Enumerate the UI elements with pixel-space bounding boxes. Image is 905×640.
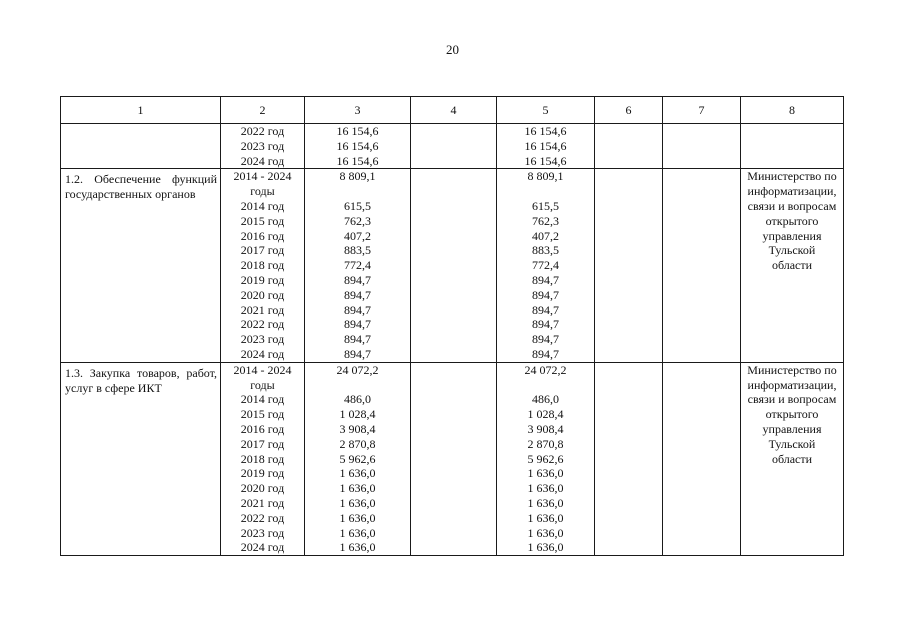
year-label: 2016 год [240,228,285,243]
amount-regional: 894,7 [532,287,559,302]
year-label: 2023 год [240,138,285,153]
item-name: 1.2. Обеспечение функций государственных органов [65,172,217,202]
amount-regional: 5 962,6 [527,451,564,466]
year-label: 2015 год [240,407,285,422]
amount-regional-cell [497,169,595,362]
item-name-cell [61,124,221,169]
amount-regional: 486,0 [532,392,559,407]
year-label: 2014 - 2024 [233,362,292,377]
column-6-cell [595,124,663,169]
year-label: 2015 год [240,213,285,228]
years-cell [221,124,305,169]
amount-total: 894,7 [344,272,371,287]
amount-total [305,378,410,393]
year-label: 2020 год [240,481,285,496]
column-4-cell [411,124,497,169]
item-name-cell [61,362,221,555]
amount-total: 615,5 [344,198,371,213]
year-label: 2019 год [240,466,285,481]
amount-total: 1 636,0 [339,466,376,481]
amount-total: 762,3 [344,213,371,228]
year-label: 2014 - 2024 [233,169,292,184]
amount-regional: 1 028,4 [527,407,564,422]
executor-line: информатизации, [747,377,837,392]
amount-regional: 1 636,0 [527,510,564,525]
amount-total-cell [305,362,411,555]
years-cell [221,169,305,362]
amount-total: 407,2 [344,228,371,243]
amount-regional: 894,7 [532,332,559,347]
year-label: 2024 год [240,540,285,555]
column-6-cell [595,169,663,362]
column-header-6: 6 [595,97,663,124]
amount-regional: 894,7 [532,346,559,361]
amount-regional [497,378,594,393]
amount-total: 1 636,0 [339,481,376,496]
column-header-5: 5 [497,97,595,124]
amount-total: 16 154,6 [336,153,379,168]
executor-line: связи и вопросам [747,198,837,213]
amount-regional-cell [497,124,595,169]
year-label: 2014 год [240,198,285,213]
column-header-8: 8 [741,97,844,124]
amount-total: 16 154,6 [336,138,379,153]
executor-line: управления [762,228,822,243]
column-7-cell [663,124,741,169]
amount-total: 1 636,0 [339,540,376,555]
amount-total: 1 028,4 [339,407,376,422]
amount-total: 24 072,2 [336,362,379,377]
year-label: 2018 год [240,258,285,273]
budget-table [60,96,844,556]
amount-regional: 1 636,0 [527,481,564,496]
executor-line: связи и вопросам [747,392,837,407]
amount-total: 894,7 [344,317,371,332]
executor-line: открытого [765,213,819,228]
amount-total: 894,7 [344,287,371,302]
year-label: 2024 год [240,346,285,361]
amount-regional: 16 154,6 [524,124,567,138]
year-label: 2022 год [240,124,285,138]
amount-total: 894,7 [344,302,371,317]
year-label: 2017 год [240,243,285,258]
amount-total: 1 636,0 [339,525,376,540]
year-label: 2018 год [240,451,285,466]
amount-regional: 8 809,1 [527,169,564,184]
year-label: 2016 год [240,421,285,436]
amount-total: 5 962,6 [339,451,376,466]
page-number: 20 [446,42,459,57]
item-name-cell [61,169,221,362]
executor-line: Тульской [768,243,816,258]
amount-total: 1 636,0 [339,510,376,525]
executor-cell [741,124,844,169]
amount-regional: 1 636,0 [527,495,564,510]
amount-regional: 894,7 [532,302,559,317]
amount-regional: 24 072,2 [524,362,567,377]
year-label: 2021 год [240,302,285,317]
year-label: годы [250,377,275,392]
column-header-1: 1 [61,97,221,124]
amount-regional: 894,7 [532,317,559,332]
amount-regional: 1 636,0 [527,466,564,481]
amount-regional: 1 636,0 [527,525,564,540]
amount-total: 2 870,8 [339,436,376,451]
year-label: 2019 год [240,272,285,287]
amount-regional: 16 154,6 [524,153,567,168]
amount-total: 3 908,4 [339,421,376,436]
table-row [61,169,844,362]
amount-total-cell [305,169,411,362]
column-7-cell [663,362,741,555]
executor-line: Министерство по [747,169,837,184]
amount-regional: 883,5 [532,243,559,258]
amount-regional: 2 870,8 [527,436,564,451]
amount-regional: 16 154,6 [524,138,567,153]
amount-regional: 772,4 [532,258,559,273]
column-header-3: 3 [305,97,411,124]
table-row [61,124,844,169]
header-row [61,97,844,124]
column-header-2: 2 [221,97,305,124]
table-row [61,362,844,555]
column-4-cell [411,169,497,362]
amount-regional: 1 636,0 [527,540,564,555]
amount-regional-cell [497,362,595,555]
amount-regional [497,184,594,199]
table-body [61,124,844,556]
amount-total: 8 809,1 [339,169,376,184]
amount-regional: 3 908,4 [527,421,564,436]
executor-line: открытого [765,407,819,422]
column-header-7: 7 [663,97,741,124]
amount-total: 16 154,6 [336,124,379,138]
years-cell [221,362,305,555]
amount-regional: 894,7 [532,272,559,287]
amount-total: 772,4 [344,258,371,273]
column-7-cell [663,169,741,362]
amount-regional: 615,5 [532,198,559,213]
year-label: 2014 год [240,392,285,407]
item-name: 1.3. Закупка товаров, работ, услуг в сфере ИКТ [65,365,217,395]
amount-total [305,184,410,199]
year-label: 2023 год [240,332,285,347]
year-label: 2023 год [240,525,285,540]
year-label: 2022 год [240,510,285,525]
column-header-4: 4 [411,97,497,124]
year-label: 2022 год [240,317,285,332]
executor-line: информатизации, [747,184,837,199]
executor-line: Министерство по [747,362,837,377]
amount-total: 883,5 [344,243,371,258]
amount-total-cell [305,124,411,169]
year-label: 2020 год [240,287,285,302]
year-label: 2021 год [240,495,285,510]
year-label: 2024 год [240,153,285,168]
amount-total: 486,0 [344,392,371,407]
executor-cell [741,169,844,362]
executor-line: области [771,258,813,273]
year-label: годы [250,184,275,199]
amount-total: 894,7 [344,332,371,347]
amount-total: 1 636,0 [339,495,376,510]
amount-regional: 407,2 [532,228,559,243]
amount-regional: 762,3 [532,213,559,228]
column-4-cell [411,362,497,555]
amount-total: 894,7 [344,346,371,361]
year-label: 2017 год [240,436,285,451]
executor-line: области [771,451,813,466]
executor-line: управления [762,421,822,436]
column-6-cell [595,362,663,555]
executor-cell [741,362,844,555]
executor-line: Тульской [768,436,816,451]
